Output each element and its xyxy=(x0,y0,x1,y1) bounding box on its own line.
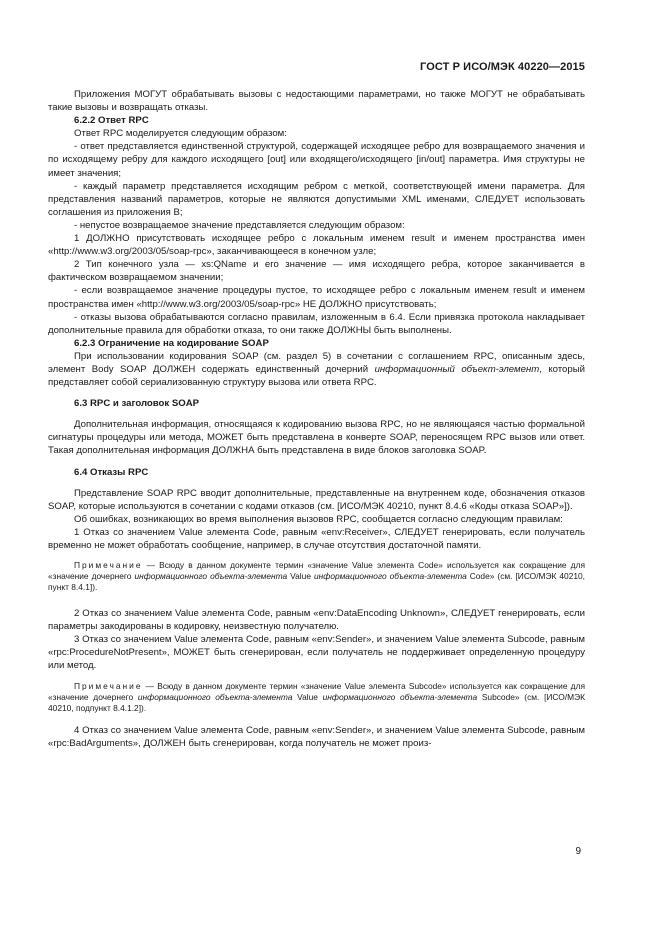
document-body xyxy=(48,88,585,750)
list-item: 2 Тип конечного узла — xs:QName и его значение — имя исходящего ребра, которое заканчивается в фактическом возвращаемом значении; xyxy=(48,259,585,284)
text-run: — Всюду в данном документе термин «значение Value элемента Subcode» используется как сокращение для «значение дочернего xyxy=(48,680,585,702)
emphasis: информационный объект-элемент xyxy=(374,363,540,375)
text-run: Value xyxy=(287,571,314,582)
section-heading-6-2-2: 6.2.2 Ответ RPC xyxy=(74,115,149,127)
list-item: - непустое возвращаемое значение представляется следующим образом: xyxy=(74,219,405,231)
list-item: 1 Отказ со значением Value элемента Code, равным «env:Receiver», СЛЕДУЕТ генерировать, если получатель временно не может обработать сообщение, например, в случае отсутствия достаточной памяти. xyxy=(48,526,585,551)
paragraph: Приложения МОГУТ обрабатывать вызовы с недостающими параметрами, но также МОГУТ не обрабатывать такие вызовы и возвращать отказы. xyxy=(48,89,585,114)
section-heading-6-4: 6.4 Отказы RPC xyxy=(74,466,149,478)
list-item: 3 Отказ со значением Value элемента Code, равным «env:Sender», и значением Value элемента Subcode, равным «rpc:ProcedureNotPresent», МОЖЕТ быть сгенерирован, если получатель не поддерживает определенную процедуру или метод. xyxy=(48,634,585,672)
paragraph xyxy=(48,350,585,389)
paragraph: Ответ RPC моделируется следующим образом: xyxy=(74,128,287,140)
list-item: 2 Отказ со значением Value элемента Code, равным «env:DataEncoding Unknown», СЛЕДУЕТ генерировать, если параметры закодированы в кодировку, неизвестную получателю. xyxy=(48,608,585,633)
text-run: При использовании кодирования SOAP (см. раздел 5) в сочетании с соглашением RPC, описанным здесь, элемент Body SOAP ДОЛЖЕН содержать единственный дочерний xyxy=(48,350,585,375)
list-item: - если возвращаемое значение процедуры пустое, то исходящее ребро с локальным именем result и именем пространства имен «http://www.w3.org/2003/05/soap-rpc» НЕ ДОЛЖНО присутствовать; xyxy=(48,285,585,310)
section-heading-6-3: 6.3 RPC и заголовок SOAP xyxy=(74,398,200,410)
list-item: 1 ДОЛЖНО присутствовать исходящее ребро с локальным именем result и именем пространства имен «http://www.w3.org/2003/05/soap-rpc», заканчивающееся в конечном узле; xyxy=(48,233,585,258)
emphasis: информационного объекта-элемента xyxy=(137,691,293,702)
note-label: Примечание xyxy=(74,680,143,691)
list-item: - ответ представляется единственной структурой, содержащей исходящее ребро для возвращаемого значения и по исходящему ребру для каждого исходящего [out] или входящего/исходящего [in/out] параметра. Имя структуры не имеет значения; xyxy=(48,141,585,179)
list-item: - отказы вызова обрабатываются согласно правилам, изложенным в 6.4. Если привязка протокола накладывает дополнительные правила для обработки отказа, то они также ДОЛЖНЫ быть выполнены. xyxy=(48,311,585,336)
text-run: Value xyxy=(292,691,323,702)
text-run: , который представляет собой сериализованную структуру вызова или ответа RPC. xyxy=(48,363,585,389)
list-item: - каждый параметр представляется исходящим ребром с меткой, соответствующей имени параметра. Для представления названий параметров, которые не являются допустимыми XML именами, СЛЕДУЕТ использовать соглашения из приложения В; xyxy=(48,180,585,218)
page-number: 9 xyxy=(575,846,581,857)
document-header: ГОСТ Р ИСО/МЭК 40220—2015 xyxy=(420,61,585,73)
note-label: Примечание xyxy=(74,560,143,571)
emphasis: информационного объекта-элемента xyxy=(313,571,467,582)
text-run: Code» (см. [ИСО/МЭК 40210, пункт 8.4.1]). xyxy=(48,571,586,593)
emphasis: информационного объекта-элемента xyxy=(134,571,288,582)
section-heading-6-2-3: 6.2.3 Ограничение на кодирование SOAP xyxy=(74,337,269,349)
list-item: 4 Отказ со значением Value элемента Code, равным «env:Sender», и значением Value элемента Subcode, равным «rpc:BadArguments», ДОЛЖЕН быть сгенерирован, когда получатель не может произ- xyxy=(48,724,585,749)
note xyxy=(48,681,585,714)
emphasis: информационного объекта-элемента xyxy=(322,691,478,702)
paragraph: Дополнительная информация, относящаяся к кодированию вызова RPC, но не являющаяся частью формальной сигнатуры процедуры или метода, МОЖЕТ быть представлена в конверте SOAP, переносящем RPC вызов или ответ. Такая дополнительная информация ДОЛЖНА быть представлена в виде блоков заголовка SOAP. xyxy=(48,419,585,457)
note xyxy=(48,560,585,593)
text-run: Subcode» (см. [ИСО/МЭК 40210, подпункт 8.4.1.2]). xyxy=(48,691,585,713)
paragraph: Об ошибках, возникающих во время выполнения вызовов RPC, сообщается согласно следующим правилам: xyxy=(74,513,563,525)
paragraph: Представление SOAP RPC вводит дополнительные, представленные на внутреннем коде, обозначения отказов SOAP, которые используются в сочетании с кодами отказов (см. [ИСО/МЭК 40210, пункт 8.4.6 «Коды отказа SOAP»]). xyxy=(48,487,585,512)
text-run: — Всюду в данном документе термин «значение Value элемента Code» используется как сокращение для «значение дочернего xyxy=(48,560,585,582)
